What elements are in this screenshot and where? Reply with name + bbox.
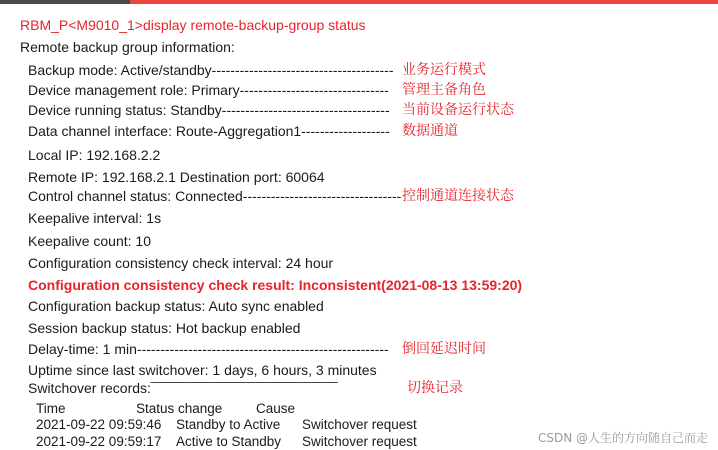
- note-running-status: 当前设备运行状态: [402, 102, 514, 118]
- note-control-channel: 控制通道连接状态: [402, 188, 514, 204]
- note-delay-time: 倒回延迟时间: [402, 341, 486, 357]
- note-switchover-records: 切换记录: [407, 380, 463, 396]
- line-mgmt-role: Device management role: Primary--------------------------------: [28, 82, 389, 98]
- device-prompt: RBM_P<M9010_1>: [20, 17, 143, 33]
- table-header: [36, 400, 456, 417]
- line-control-channel: Control channel status: Connected----------------------------------: [28, 188, 402, 204]
- command-prompt-line: [20, 16, 366, 34]
- cell-status-change: Active to Standby: [176, 434, 282, 449]
- header-cause: Cause: [256, 401, 296, 416]
- watermark: CSDN @人生的方向随自己而走: [537, 431, 708, 445]
- top-bar-dark: [0, 0, 130, 4]
- cell-status-change: Standby to Active: [176, 417, 281, 432]
- table-row: [36, 433, 456, 450]
- note-data-channel: 数据通道: [402, 123, 458, 139]
- line-uptime: Uptime since last switchover: 1 days, 6 hours, 3 minutes: [28, 362, 377, 378]
- line-backup-mode: Backup mode: Active/standby---------------------------------------: [28, 62, 394, 78]
- line-remote-ip: Remote IP: 192.168.2.1 Destination port: 60064: [28, 169, 325, 185]
- line-local-ip: Local IP: 192.168.2.2: [28, 147, 161, 163]
- note-backup-mode: 业务运行模式: [402, 62, 486, 78]
- note-mgmt-role: 管理主备角色: [402, 82, 486, 98]
- cell-time: 2021-09-22 09:59:17: [36, 434, 162, 449]
- table-row: [36, 416, 456, 433]
- line-keepalive-interval: Keepalive interval: 1s: [28, 210, 162, 226]
- heading: Remote backup group information:: [20, 39, 235, 55]
- line-switchover-records: Switchover records:‾‾‾‾‾‾‾‾‾‾‾‾‾‾‾‾‾‾‾‾‾‾‾‾‾‾‾‾‾‾‾‾‾‾‾‾‾‾‾‾: [28, 380, 338, 396]
- line-consistency-interval: Configuration consistency check interval: 24 hour: [28, 255, 334, 271]
- header-status-change: Status change: [136, 401, 223, 416]
- line-delay-time: Delay-time: 1 min------------------------------------------------------: [28, 341, 389, 357]
- top-bar-red: [130, 0, 718, 4]
- command-text: display remote-backup-group status: [142, 17, 366, 33]
- line-running-status: Device running status: Standby------------------------------------: [28, 102, 390, 118]
- line-keepalive-count: Keepalive count: 10: [28, 233, 151, 249]
- cell-time: 2021-09-22 09:59:46: [36, 417, 162, 432]
- line-consistency-result: Configuration consistency check result: Inconsistent(2021-08-13 13:59:20): [28, 277, 523, 293]
- cell-cause: Switchover request: [302, 417, 417, 432]
- cell-cause: Switchover request: [302, 434, 417, 449]
- header-time: Time: [36, 401, 66, 416]
- line-session-backup: Session backup status: Hot backup enabled: [28, 320, 301, 336]
- line-config-backup: Configuration backup status: Auto sync enabled: [28, 298, 324, 314]
- line-data-channel: Data channel interface: Route-Aggregation1-------------------: [28, 123, 390, 139]
